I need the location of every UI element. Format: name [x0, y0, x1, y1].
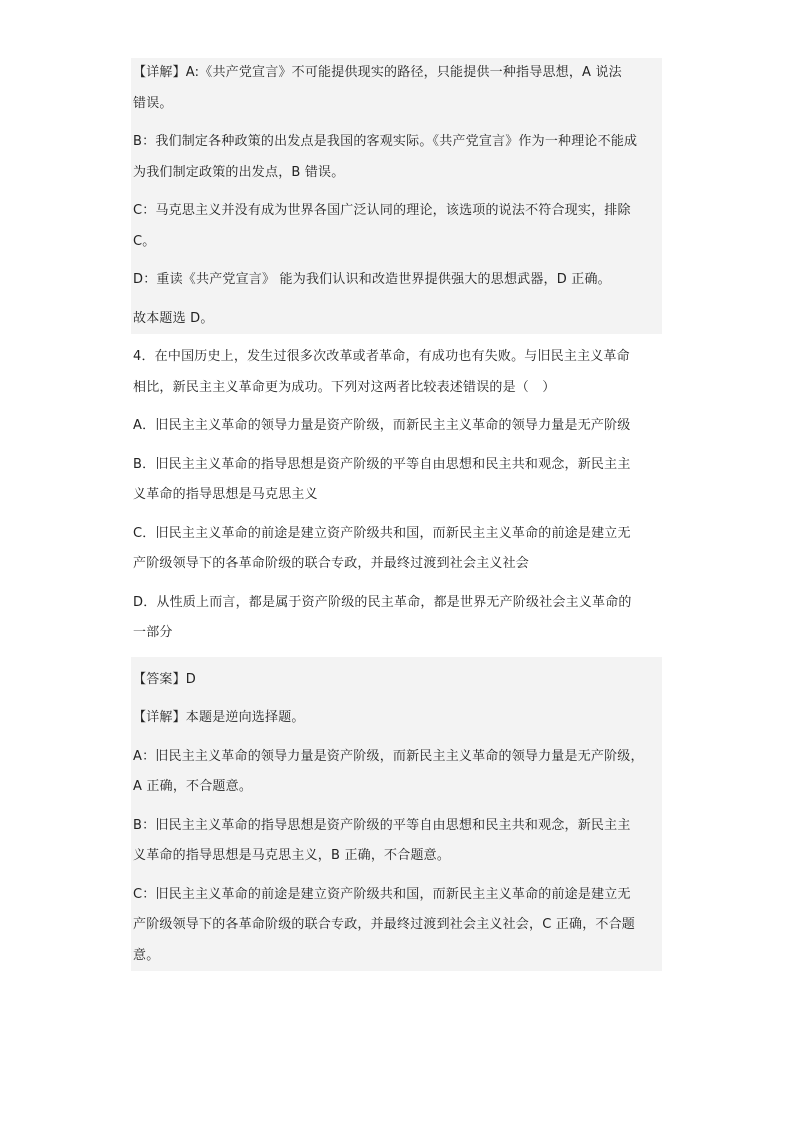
- text-line: A．旧民主主义革命的领导力量是资产阶级，而新民主主义革命的领导力量是无产阶级: [133, 418, 631, 433]
- prev-explanation-d: [131, 265, 662, 296]
- prev-explanation-intro: [131, 58, 662, 119]
- text-line: C．旧民主主义革命的前途是建立资产阶级共和国，而新民主主义革命的前途是建立无: [133, 525, 631, 541]
- text-line: A 正确，不合题意。: [133, 779, 253, 794]
- text-line: 相比，新民主主义革命更为成功。下列对这两者比较表述错误的是（ ）: [133, 379, 556, 395]
- text-line: 义革命的指导思想是马克思主义，B 正确，不合题意。: [133, 848, 451, 863]
- text-line: A：旧民主主义革命的领导力量是资产阶级，而新民主主义革命的领导力量是无产阶级，: [133, 748, 644, 764]
- text-line: 意。: [133, 947, 160, 963]
- question-4-option-c: [131, 519, 662, 580]
- text-line: B．旧民主主义革命的指导思想是资产阶级的平等自由思想和民主共和观念，新民主主: [133, 456, 631, 472]
- text-line: D．从性质上而言，都是属于资产阶级的民主革命，都是世界无产阶级社会主义革命的: [133, 594, 632, 610]
- text-line: 错误。: [133, 95, 173, 111]
- text-line: C。: [133, 233, 156, 249]
- answer-4-explanation-c: [131, 880, 662, 972]
- text-line: C：旧民主主义革命的前途是建立资产阶级共和国，而新民主主义革命的前途是建立无: [133, 886, 631, 902]
- text-line: 为我们制定政策的出发点，B 错误。: [133, 164, 345, 180]
- answer-4-explanation-a: [131, 742, 662, 803]
- answer-4: [131, 665, 662, 696]
- text-line: B：我们制定各种政策的出发点是我国的客观实际。《共产党宣言》作为一种理论不能成: [133, 134, 638, 149]
- document-page: [131, 58, 662, 971]
- text-line: 【详解】A:《共产党宣言》不可能提供现实的路径，只能提供一种指导思想，A 说法: [133, 65, 622, 80]
- prev-explanation-conclusion: [131, 304, 662, 335]
- text-line: 义革命的指导思想是马克思主义: [133, 487, 318, 502]
- text-line: 一部分: [133, 625, 173, 640]
- prev-explanation-b: [131, 127, 662, 188]
- answer-4-intro: [131, 703, 662, 734]
- text-line: B：旧民主主义革命的指导思想是资产阶级的平等自由思想和民主共和观念，新民主主: [133, 817, 631, 833]
- question-4-stem: [131, 342, 662, 403]
- text-line: 产阶级领导下的各革命阶级的联合专政，并最终过渡到社会主义社会，C 正确，不合题: [133, 917, 636, 932]
- text-line: 故本题选 D。: [133, 310, 214, 326]
- text-line: 4．在中国历史上，发生过很多次改革或者革命，有成功也有失败。与旧民主主义革命: [133, 349, 630, 364]
- answer-4-explanation-b: [131, 811, 662, 872]
- question-4-option-a: [131, 411, 662, 442]
- text-line: D：重读《共产党宣言》 能为我们认识和改造世界提供强大的思想武器，D 正确。: [133, 272, 611, 287]
- text-line: 【详解】本题是逆向选择题。: [133, 710, 305, 725]
- prev-explanation-c: [131, 196, 662, 257]
- question-4-option-b: [131, 450, 662, 511]
- question-4-option-d: [131, 588, 662, 649]
- text-line: C：马克思主义并没有成为世界各国广泛认同的理论，该选项的说法不符合现实，排除: [133, 203, 631, 218]
- text-line: 产阶级领导下的各革命阶级的联合专政，并最终过渡到社会主义社会: [133, 556, 530, 571]
- text-line: 【答案】D: [133, 671, 197, 687]
